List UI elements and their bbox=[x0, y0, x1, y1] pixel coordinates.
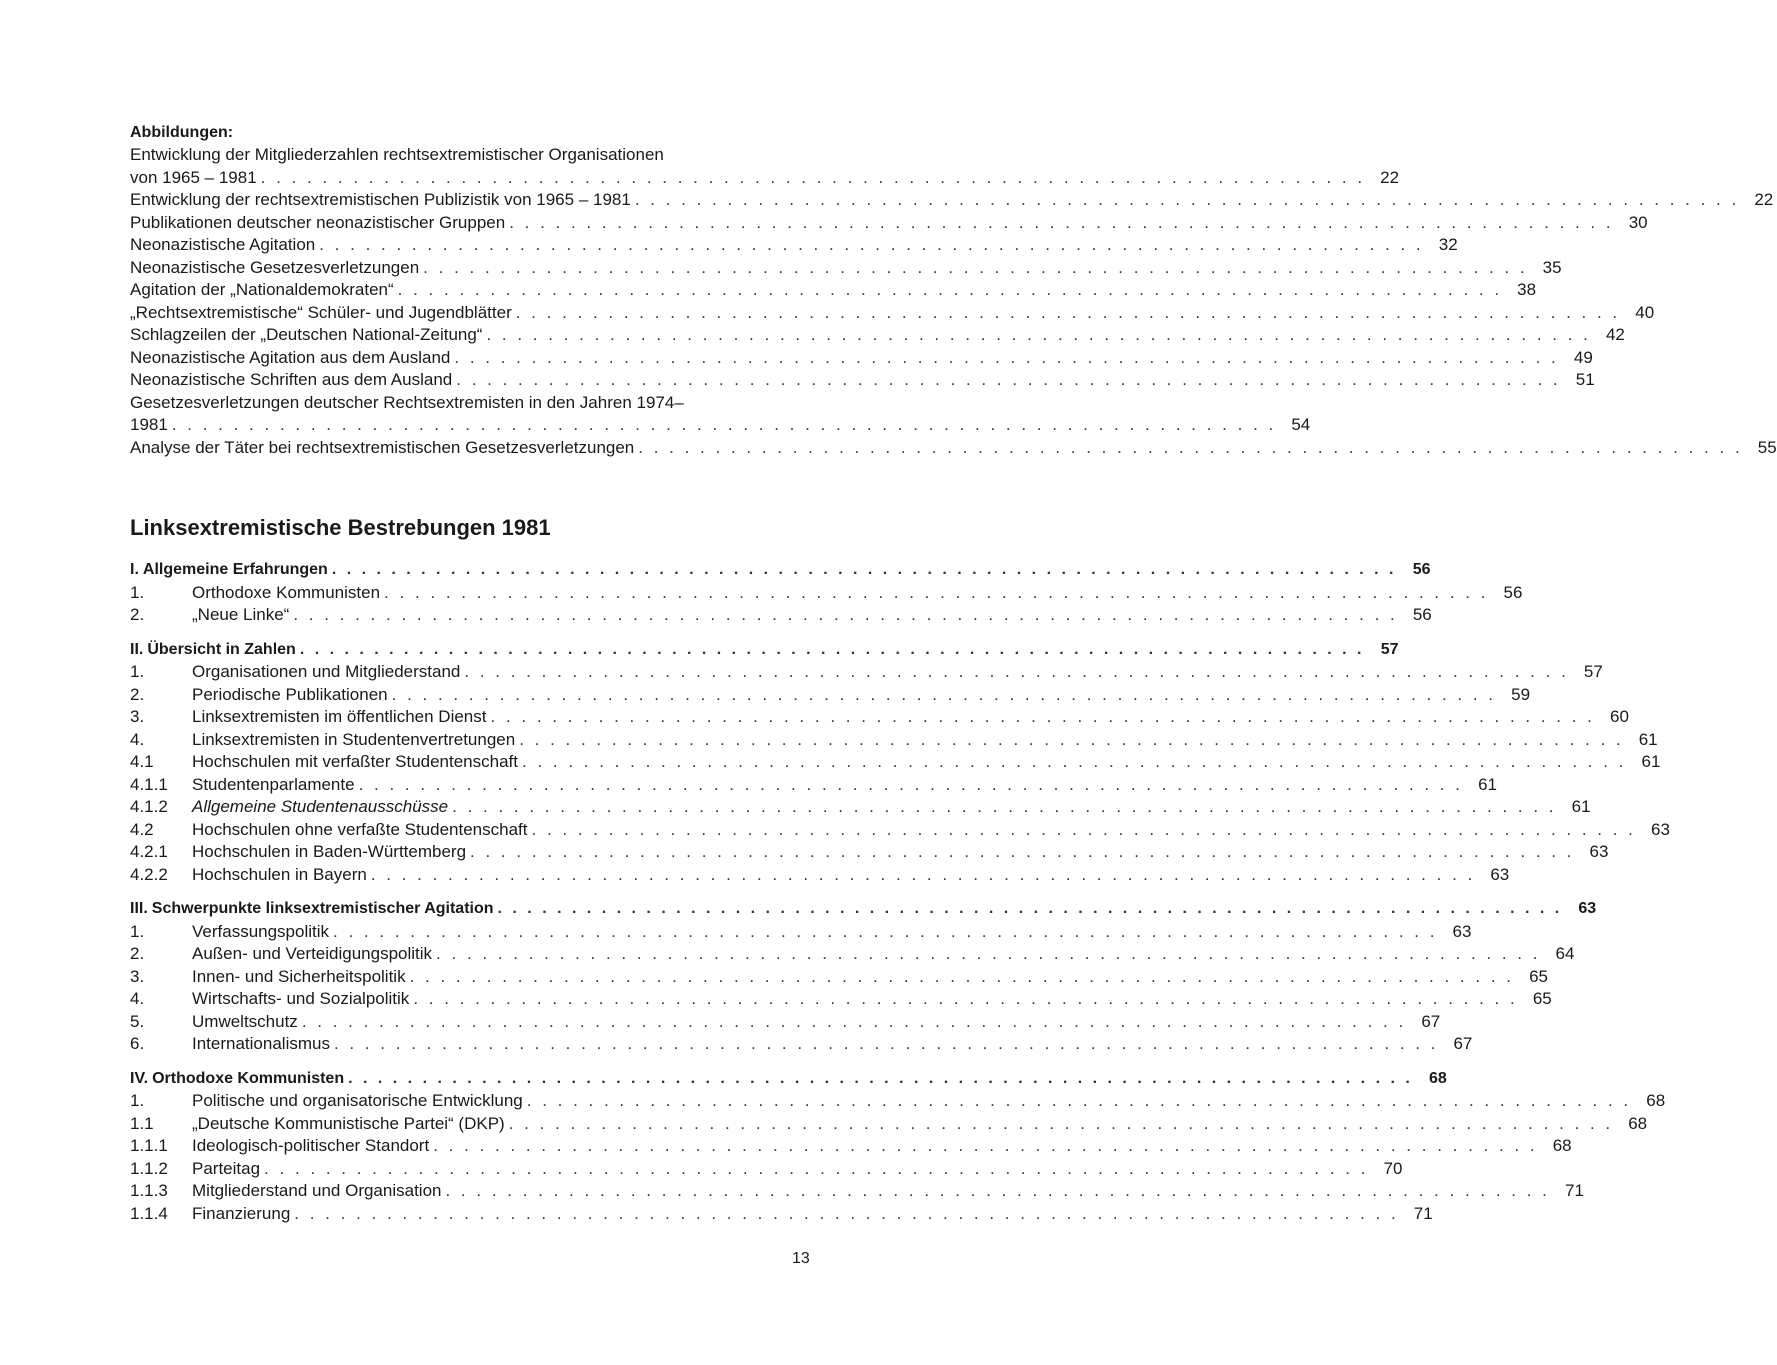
dot-leader: . . . . . . . . . . . . . . . . . . . . . . . . . . . . . . . . . . . . . . . . . . . . . . . . . . . . . . . . . . . . . . . . . . . . . . . . bbox=[331, 561, 1397, 578]
toc-chapter-heading bbox=[130, 1068, 1447, 1091]
figure-entry-line: Entwicklung der Mitgliederzahlen rechtsextremistischer Organisationen bbox=[130, 145, 664, 164]
figure-page: 51 bbox=[1575, 370, 1595, 389]
dot-leader: . . . . . . . . . . . . . . . . . . . . . . . . . . . . . . . . . . . . . . . . . . . . . . . . . . . . . . . . . . . . . . . . . . . . . . . . bbox=[515, 302, 1621, 322]
toc-entry bbox=[130, 729, 1658, 752]
figure-title: Neonazistische Gesetzesverletzungen bbox=[130, 257, 420, 277]
entry-page: 56 bbox=[1412, 605, 1432, 624]
entry-page: 68 bbox=[1628, 1113, 1648, 1133]
toc-entry bbox=[130, 1113, 1648, 1136]
figure-entry bbox=[130, 414, 1311, 437]
chapter-title: Allgemeine Erfahrungen bbox=[142, 561, 328, 578]
dot-leader: . . . . . . . . . . . . . . . . . . . . . . . . . . . . . . . . . . . . . . . . . . . . . . . . . . . . . . . . . . . . . . . . . . . . . . . . bbox=[470, 842, 1575, 861]
entry-page: 68 bbox=[1646, 1091, 1666, 1110]
entry-number: 4.2.2 bbox=[130, 864, 168, 884]
dot-leader: . . . . . . . . . . . . . . . . . . . . . . . . . . . . . . . . . . . . . . . . . . . . . . . . . . . . . . . . . . . . . . . . . . . . . . . . bbox=[454, 347, 1559, 367]
dot-leader: . . . . . . . . . . . . . . . . . . . . . . . . . . . . . . . . . . . . . . . . . . . . . . . . . . . . . . . . . . . . . . . . . . . . . . . . bbox=[490, 707, 1595, 726]
chapter-number: II. bbox=[130, 640, 144, 658]
entry-number: 2. bbox=[130, 605, 145, 624]
figure-title: Analyse der Täter bei rechtsextremistischen Gesetzesverletzungen bbox=[130, 437, 635, 457]
toc-chapter-heading bbox=[130, 898, 1597, 921]
entry-number: 4. bbox=[130, 989, 145, 1008]
toc-entry bbox=[130, 841, 1609, 864]
entry-page: 63 bbox=[1490, 864, 1510, 884]
dot-leader: . . . . . . . . . . . . . . . . . . . . . . . . . . . . . . . . . . . . . . . . . . . . . . . . . . . . . . . . . . . . . . . . . . . . . . . . bbox=[384, 582, 1489, 602]
chapter-page: 56 bbox=[1412, 561, 1431, 578]
dot-leader: . . . . . . . . . . . . . . . . . . . . . . . . . . . . . . . . . . . . . . . . . . . . . . . . . . . . . . . . . . . . . . . . . . . . . . . . bbox=[433, 1136, 1538, 1155]
entry-page: 57 bbox=[1583, 662, 1603, 681]
entry-title: Linksextremisten im öffentlichen Dienst bbox=[192, 707, 487, 726]
entry-number: 4.1 bbox=[130, 752, 154, 771]
toc-chapter-heading bbox=[130, 639, 1399, 662]
entry-number: 3. bbox=[130, 707, 145, 726]
dot-leader: . . . . . . . . . . . . . . . . . . . . . . . . . . . . . . . . . . . . . . . . . . . . . . . . . . . . . . . . . . . . . . . . . . . . . . . . bbox=[333, 921, 1438, 941]
toc-entry bbox=[130, 1180, 1584, 1203]
entry-number: 1.1.2 bbox=[130, 1158, 168, 1178]
toc-chapter-heading bbox=[130, 559, 1431, 582]
entry-number: 1. bbox=[130, 921, 145, 941]
figure-page: 49 bbox=[1573, 347, 1593, 367]
figure-entry bbox=[130, 347, 1593, 370]
dot-leader: . . . . . . . . . . . . . . . . . . . . . . . . . . . . . . . . . . . . . . . . . . . . . . . . . . . . . . . . . . . . . . . . . . . . . . . . bbox=[260, 167, 1366, 187]
chapter-number: IV. bbox=[130, 1069, 149, 1087]
entry-page: 70 bbox=[1383, 1158, 1403, 1178]
dot-leader: . . . . . . . . . . . . . . . . . . . . . . . . . . . . . . . . . . . . . . . . . . . . . . . . . . . . . . . . . . . . . . . . . . . . . . . . bbox=[531, 819, 1636, 839]
figure-entry bbox=[130, 234, 1458, 257]
entry-title: Allgemeine Studentenausschüsse bbox=[192, 797, 449, 816]
toc-entry bbox=[130, 943, 1575, 966]
figure-page: 22 bbox=[1380, 167, 1400, 187]
entry-number: 4.2 bbox=[130, 819, 154, 839]
section-title: Linksextremistische Bestrebungen 1981 bbox=[130, 515, 551, 540]
entry-title: Studentenparlamente bbox=[192, 774, 355, 794]
dot-leader: . . . . . . . . . . . . . . . . . . . . . . . . . . . . . . . . . . . . . . . . . . . . . . . . . . . . . . . . . . . . . . . . . . . . . . . . bbox=[452, 797, 1557, 816]
entry-title: Linksextremisten in Studentenvertretungen bbox=[192, 729, 516, 749]
figure-title: Publikationen deutscher neonazistischer Gruppen bbox=[130, 212, 506, 232]
figure-entry bbox=[130, 369, 1595, 392]
figure-title: Neonazistische Agitation bbox=[130, 235, 316, 254]
figure-page: 35 bbox=[1542, 257, 1562, 277]
figure-title: Entwicklung der rechtsextremistischen Publizistik von 1965 – 1981 bbox=[130, 190, 631, 209]
figure-page: 22 bbox=[1754, 190, 1774, 209]
entry-number: 2. bbox=[130, 684, 145, 704]
chapter-number: III. bbox=[130, 900, 148, 917]
chapter-page: 63 bbox=[1578, 900, 1597, 917]
figures-list bbox=[130, 144, 1777, 459]
entry-title: Politische und organisatorische Entwicklung bbox=[192, 1091, 523, 1110]
entry-page: 68 bbox=[1552, 1136, 1572, 1155]
figure-entry bbox=[130, 212, 1648, 235]
figure-page: 54 bbox=[1291, 415, 1311, 434]
entry-number: 1. bbox=[130, 662, 145, 681]
chapter-page: 68 bbox=[1429, 1069, 1447, 1087]
figure-page: 38 bbox=[1517, 280, 1537, 299]
chapter-number: I. bbox=[130, 561, 139, 578]
dot-leader: . . . . . . . . . . . . . . . . . . . . . . . . . . . . . . . . . . . . . . . . . . . . . . . . . . . . . . . . . . . . . . . . . . . . . . . . bbox=[293, 605, 1398, 624]
toc-entry bbox=[130, 1135, 1572, 1158]
toc-entry bbox=[130, 706, 1629, 729]
toc-entry bbox=[130, 1033, 1473, 1056]
figure-page: 30 bbox=[1628, 212, 1648, 232]
entry-page: 63 bbox=[1589, 842, 1609, 861]
entry-number: 1. bbox=[130, 582, 145, 602]
group-spacer bbox=[130, 1056, 816, 1068]
figure-entry-line: Gesetzesverletzungen deutscher Rechtsextremisten in den Jahren 1974– bbox=[130, 392, 684, 412]
figure-title: Schlagzeilen der „Deutschen National-Zeitung“ bbox=[130, 325, 483, 344]
figure-page: 42 bbox=[1605, 325, 1625, 344]
toc-entry bbox=[130, 966, 1548, 989]
toc-entry bbox=[130, 774, 1497, 797]
table-of-contents bbox=[130, 559, 1670, 1225]
figure-title: Neonazistische Agitation aus dem Ausland bbox=[130, 347, 451, 367]
entry-number: 2. bbox=[130, 944, 145, 963]
dot-leader: . . . . . . . . . . . . . . . . . . . . . . . . . . . . . . . . . . . . . . . . . . . . . . . . . . . . . . . . . . . . . . . . . . . . . . . . bbox=[464, 662, 1569, 681]
entry-title: Umweltschutz bbox=[192, 1011, 298, 1031]
dot-leader: . . . . . . . . . . . . . . . . . . . . . . . . . . . . . . . . . . . . . . . . . . . . . . . . . . . . . . . . . . . . . . . . . . . . . . . . bbox=[348, 1069, 1413, 1087]
entry-page: 59 bbox=[1511, 684, 1531, 704]
chapter-title: Schwerpunkte linksextremistischer Agitation bbox=[151, 900, 494, 917]
entry-page: 71 bbox=[1413, 1203, 1433, 1223]
toc-entry bbox=[130, 988, 1552, 1011]
dot-leader: . . . . . . . . . . . . . . . . . . . . . . . . . . . . . . . . . . . . . . . . . . . . . . . . . . . . . . . . . . . . . . . . . . . . . . . . bbox=[522, 752, 1627, 771]
entry-number: 6. bbox=[130, 1034, 145, 1053]
entry-page: 63 bbox=[1452, 921, 1472, 941]
dot-leader: . . . . . . . . . . . . . . . . . . . . . . . . . . . . . . . . . . . . . . . . . . . . . . . . . . . . . . . . . . . . . . . . . . . . . . . . bbox=[638, 437, 1743, 457]
figure-page: 32 bbox=[1438, 235, 1458, 254]
figure-page: 40 bbox=[1635, 302, 1655, 322]
entry-page: 61 bbox=[1478, 774, 1497, 794]
entry-page: 60 bbox=[1610, 707, 1629, 726]
dot-leader: . . . . . . . . . . . . . . . . . . . . . . . . . . . . . . . . . . . . . . . . . . . . . . . . . . . . . . . . . . . . . . . . . . . . . . . . bbox=[634, 190, 1740, 209]
figure-title: von 1965 – 1981 bbox=[130, 167, 257, 187]
figure-entry bbox=[130, 279, 1537, 302]
entry-title: Hochschulen mit verfaßter Studentenschaft bbox=[192, 752, 518, 771]
entry-title: Wirtschafts- und Sozialpolitik bbox=[192, 989, 410, 1008]
toc-entry bbox=[130, 684, 1531, 707]
entry-title: Internationalismus bbox=[192, 1034, 330, 1053]
toc-entry bbox=[130, 796, 1591, 819]
figure-entry bbox=[130, 437, 1777, 460]
figure-entry bbox=[130, 302, 1655, 325]
entry-page: 71 bbox=[1564, 1181, 1584, 1200]
dot-leader: . . . . . . . . . . . . . . . . . . . . . . . . . . . . . . . . . . . . . . . . . . . . . . . . . . . . . . . . . . . . . . . . . . . . . . . . bbox=[391, 684, 1497, 704]
figure-title: „Rechtsextremistische“ Schüler- und Jugendblätter bbox=[130, 302, 512, 322]
group-spacer bbox=[130, 627, 816, 639]
dot-leader: . . . . . . . . . . . . . . . . . . . . . . . . . . . . . . . . . . . . . . . . . . . . . . . . . . . . . . . . . . . . . . . . . . . . . . . . bbox=[370, 864, 1476, 884]
chapter-page: 57 bbox=[1380, 640, 1399, 658]
figure-entry bbox=[130, 167, 1400, 190]
entry-page: 64 bbox=[1555, 944, 1575, 963]
entry-number: 1.1 bbox=[130, 1113, 154, 1133]
dot-leader: . . . . . . . . . . . . . . . . . . . . . . . . . . . . . . . . . . . . . . . . . . . . . . . . . . . . . . . . . . . . . . . . . . . . . . . . bbox=[397, 280, 1503, 299]
entry-title: Hochschulen ohne verfaßte Studentenschaft bbox=[192, 819, 528, 839]
entry-page: 61 bbox=[1641, 752, 1661, 771]
entry-title: Parteitag bbox=[192, 1158, 261, 1178]
toc-entry bbox=[130, 819, 1670, 842]
entry-page: 61 bbox=[1638, 729, 1658, 749]
entry-page: 61 bbox=[1571, 797, 1591, 816]
toc-entry bbox=[130, 582, 1523, 605]
entry-number: 4.2.1 bbox=[130, 842, 168, 861]
figure-page: 55 bbox=[1757, 437, 1777, 457]
entry-page: 67 bbox=[1453, 1034, 1473, 1053]
dot-leader: . . . . . . . . . . . . . . . . . . . . . . . . . . . . . . . . . . . . . . . . . . . . . . . . . . . . . . . . . . . . . . . . . . . . . . . . bbox=[509, 212, 1614, 232]
toc-entry bbox=[130, 921, 1472, 944]
entry-title: Ideologisch-politischer Standort bbox=[192, 1136, 430, 1155]
entry-title: Außen- und Verteidigungspolitik bbox=[192, 944, 433, 963]
entry-page: 56 bbox=[1503, 582, 1523, 602]
dot-leader: . . . . . . . . . . . . . . . . . . . . . . . . . . . . . . . . . . . . . . . . . . . . . . . . . . . . . . . . . . . . . . . . . . . . . . . . bbox=[423, 257, 1528, 277]
figure-title: Neonazistische Schriften aus dem Ausland bbox=[130, 370, 453, 389]
entry-number: 4. bbox=[130, 729, 145, 749]
dot-leader: . . . . . . . . . . . . . . . . . . . . . . . . . . . . . . . . . . . . . . . . . . . . . . . . . . . . . . . . . . . . . . . . . . . . . . . . bbox=[333, 1034, 1439, 1053]
toc-entry bbox=[130, 1203, 1433, 1226]
entry-number: 5. bbox=[130, 1011, 145, 1031]
figure-entry bbox=[130, 189, 1774, 212]
figure-title: 1981 bbox=[130, 415, 168, 434]
entry-title: Hochschulen in Baden-Württemberg bbox=[192, 842, 467, 861]
dot-leader: . . . . . . . . . . . . . . . . . . . . . . . . . . . . . . . . . . . . . . . . . . . . . . . . . . . . . . . . . . . . . . . . . . . . . . . . bbox=[436, 944, 1541, 963]
entry-title: „Deutsche Kommunistische Partei“ (DKP) bbox=[192, 1113, 505, 1133]
dot-leader: . . . . . . . . . . . . . . . . . . . . . . . . . . . . . . . . . . . . . . . . . . . . . . . . . . . . . . . . . . . . . . . . . . . . . . . . bbox=[508, 1113, 1614, 1133]
entry-page: 65 bbox=[1529, 966, 1548, 986]
dot-leader: . . . . . . . . . . . . . . . . . . . . . . . . . . . . . . . . . . . . . . . . . . . . . . . . . . . . . . . . . . . . . . . . . . . . . . . . bbox=[299, 640, 1365, 658]
entry-page: 67 bbox=[1421, 1011, 1441, 1031]
dot-leader: . . . . . . . . . . . . . . . . . . . . . . . . . . . . . . . . . . . . . . . . . . . . . . . . . . . . . . . . . . . . . . . . . . . . . . . . bbox=[486, 325, 1591, 344]
chapter-title: Übersicht in Zahlen bbox=[147, 640, 296, 658]
dot-leader: . . . . . . . . . . . . . . . . . . . . . . . . . . . . . . . . . . . . . . . . . . . . . . . . . . . . . . . . . . . . . . . . . . . . . . . . bbox=[301, 1011, 1407, 1031]
entry-title: Innen- und Sicherheitspolitik bbox=[192, 966, 406, 986]
dot-leader: . . . . . . . . . . . . . . . . . . . . . . . . . . . . . . . . . . . . . . . . . . . . . . . . . . . . . . . . . . . . . . . . . . . . . . . . bbox=[526, 1091, 1632, 1110]
entry-number: 1.1.3 bbox=[130, 1181, 168, 1200]
dot-leader: . . . . . . . . . . . . . . . . . . . . . . . . . . . . . . . . . . . . . . . . . . . . . . . . . . . . . . . . . . . . . . . . . . . . . . . . bbox=[171, 415, 1277, 434]
dot-leader: . . . . . . . . . . . . . . . . . . . . . . . . . . . . . . . . . . . . . . . . . . . . . . . . . . . . . . . . . . . . . . . . . . . . . . . . bbox=[264, 1158, 1369, 1178]
entry-title: Organisationen und Mitgliederstand bbox=[192, 662, 461, 681]
entry-title: Hochschulen in Bayern bbox=[192, 864, 367, 884]
entry-number: 3. bbox=[130, 966, 145, 986]
page-number: 13 bbox=[792, 1250, 810, 1267]
figure-entry bbox=[130, 324, 1625, 347]
entry-title: Verfassungspolitik bbox=[192, 921, 330, 941]
dot-leader: . . . . . . . . . . . . . . . . . . . . . . . . . . . . . . . . . . . . . . . . . . . . . . . . . . . . . . . . . . . . . . . . . . . . . . . . bbox=[413, 989, 1518, 1008]
dot-leader: . . . . . . . . . . . . . . . . . . . . . . . . . . . . . . . . . . . . . . . . . . . . . . . . . . . . . . . . . . . . . . . . . . . . . . . . bbox=[445, 1181, 1550, 1200]
dot-leader: . . . . . . . . . . . . . . . . . . . . . . . . . . . . . . . . . . . . . . . . . . . . . . . . . . . . . . . . . . . . . . . . . . . . . . . . bbox=[497, 900, 1563, 917]
figure-title: Agitation der „Nationaldemokraten“ bbox=[130, 280, 394, 299]
entry-number: 1.1.4 bbox=[130, 1203, 168, 1223]
dot-leader: . . . . . . . . . . . . . . . . . . . . . . . . . . . . . . . . . . . . . . . . . . . . . . . . . . . . . . . . . . . . . . . . . . . . . . . . bbox=[294, 1203, 1399, 1223]
toc-entry bbox=[130, 1090, 1666, 1113]
entry-number: 4.1.2 bbox=[130, 797, 168, 816]
entry-number: 4.1.1 bbox=[130, 774, 168, 794]
figure-entry bbox=[130, 257, 1562, 280]
entry-number: 1.1.1 bbox=[130, 1136, 168, 1155]
chapter-title: Orthodoxe Kommunisten bbox=[152, 1069, 345, 1087]
toc-entry bbox=[130, 751, 1661, 774]
entry-page: 63 bbox=[1651, 819, 1670, 839]
entry-number: 1. bbox=[130, 1091, 145, 1110]
entry-title: Periodische Publikationen bbox=[192, 684, 388, 704]
toc-entry bbox=[130, 1158, 1403, 1181]
dot-leader: . . . . . . . . . . . . . . . . . . . . . . . . . . . . . . . . . . . . . . . . . . . . . . . . . . . . . . . . . . . . . . . . . . . . . . . . bbox=[456, 370, 1561, 389]
document-page bbox=[130, 122, 1777, 1225]
entry-title: Mitgliederstand und Organisation bbox=[192, 1181, 442, 1200]
dot-leader: . . . . . . . . . . . . . . . . . . . . . . . . . . . . . . . . . . . . . . . . . . . . . . . . . . . . . . . . . . . . . . . . . . . . . . . . bbox=[319, 235, 1424, 254]
entry-title: Orthodoxe Kommunisten bbox=[192, 582, 381, 602]
toc-entry bbox=[130, 661, 1603, 684]
entry-page: 65 bbox=[1532, 989, 1552, 1008]
entry-title: „Neue Linke“ bbox=[192, 605, 290, 624]
group-spacer bbox=[130, 886, 816, 898]
entry-title: Finanzierung bbox=[192, 1203, 291, 1223]
figures-heading: Abbildungen: bbox=[130, 124, 234, 141]
toc-entry bbox=[130, 604, 1432, 627]
dot-leader: . . . . . . . . . . . . . . . . . . . . . . . . . . . . . . . . . . . . . . . . . . . . . . . . . . . . . . . . . . . . . . . . . . . . . . . . bbox=[409, 966, 1514, 986]
toc-entry bbox=[130, 864, 1510, 887]
dot-leader: . . . . . . . . . . . . . . . . . . . . . . . . . . . . . . . . . . . . . . . . . . . . . . . . . . . . . . . . . . . . . . . . . . . . . . . . bbox=[519, 729, 1624, 749]
dot-leader: . . . . . . . . . . . . . . . . . . . . . . . . . . . . . . . . . . . . . . . . . . . . . . . . . . . . . . . . . . . . . . . . . . . . . . . . bbox=[358, 774, 1463, 794]
toc-entry bbox=[130, 1011, 1441, 1034]
